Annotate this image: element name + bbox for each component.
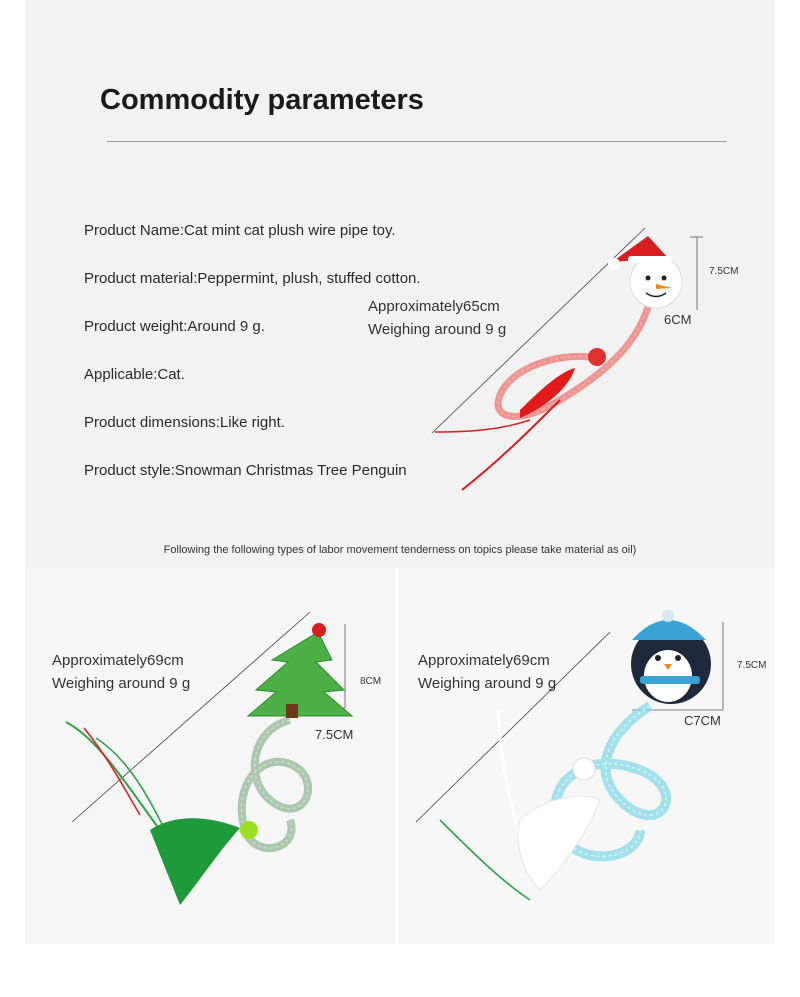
penguin-height-label: 7.5CM: [737, 660, 767, 671]
tree-height-label: 8CM: [360, 676, 382, 687]
tree-weight: Weighing around 9 g: [52, 675, 191, 692]
param-weight: Product weight:Around 9 g.: [84, 318, 265, 335]
param-dimensions: Product dimensions:Like right.: [84, 414, 285, 431]
snowman-width-label: 6CM: [664, 312, 692, 327]
snowman-length: Approximately65cm: [368, 298, 500, 315]
snowman-weight: Weighing around 9 g: [368, 321, 507, 338]
param-material: Product material:Peppermint, plush, stuffed cotton.: [84, 270, 421, 287]
penguin-width-label: C7CM: [684, 713, 721, 728]
param-product-name: Product Name:Cat mint cat plush wire pipe toy.: [84, 222, 396, 239]
tree-length: Approximately69cm: [52, 652, 184, 669]
page-title: Commodity parameters: [100, 84, 424, 116]
penguin-length: Approximately69cm: [418, 652, 550, 669]
disclaimer-note: Following the following types of labor movement tenderness on topics please take material as oil): [163, 544, 637, 556]
param-applicable: Applicable:Cat.: [84, 366, 185, 383]
snowman-height-label: 7.5CM: [709, 266, 739, 277]
param-style: Product style:Snowman Christmas Tree Penguin: [84, 462, 407, 479]
penguin-weight: Weighing around 9 g: [418, 675, 557, 692]
tree-width-label: 7.5CM: [315, 727, 354, 742]
